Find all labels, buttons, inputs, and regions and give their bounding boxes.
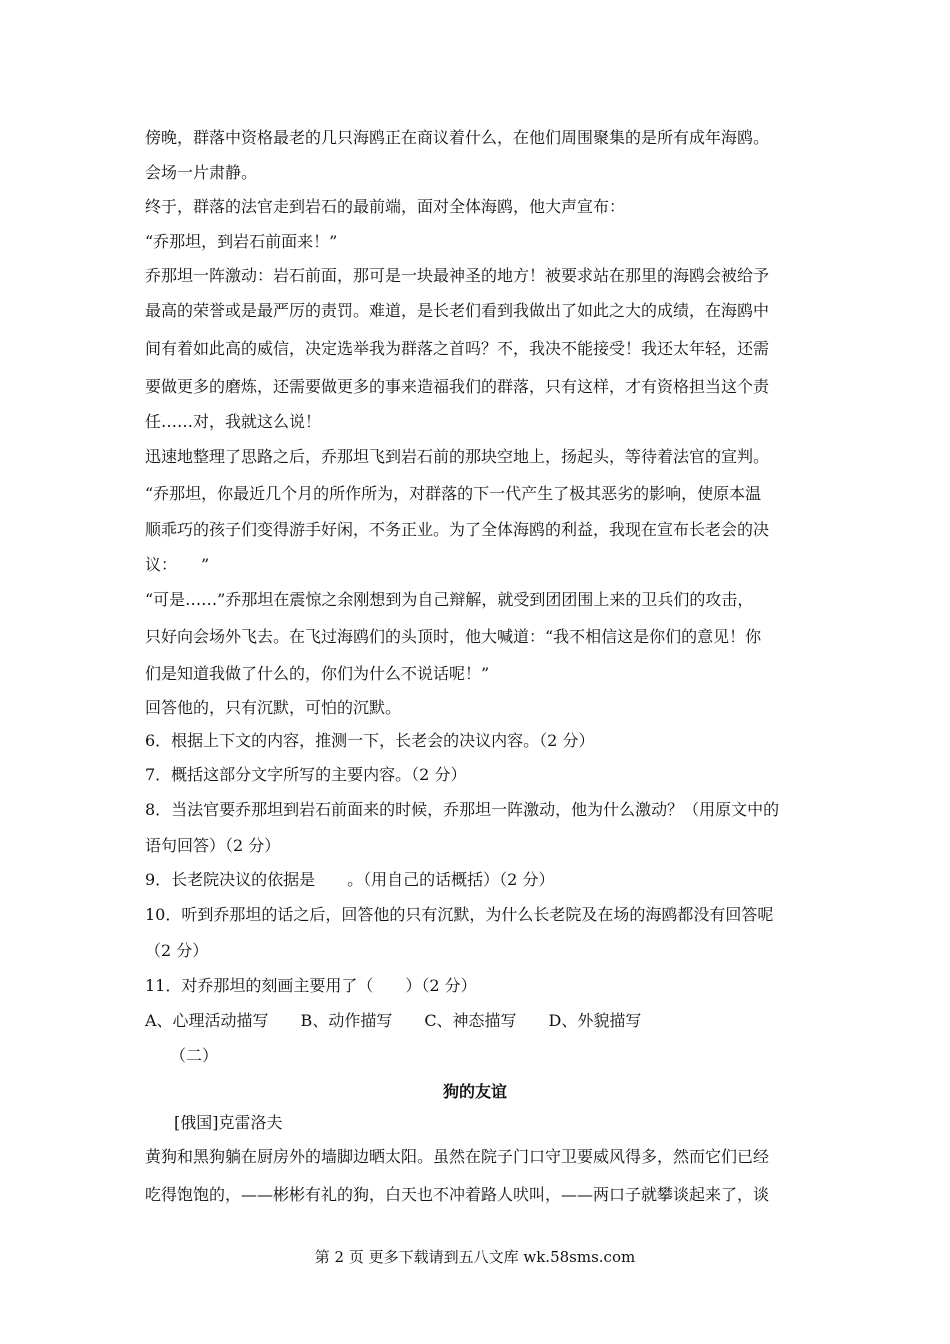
story-author: [俄国]克雷洛夫 [174,1113,283,1132]
story-title: 狗的友谊 [442,1082,507,1101]
passage1-line: 会场一片肃静。 [145,163,258,182]
passage1-line: 只好向会场外飞去。在飞过海鸥们的头顶时，他大喊道：“我不相信这是你们的意见！你 [145,627,762,646]
question-line: 8．当法官要乔那坦到岩石前面来的时候，乔那坦一阵激动，他为什么激动？（用原文中的 [145,800,780,819]
question-line: 11．对乔那坦的刻画主要用了（ ）（2 分） [145,976,477,995]
passage2-line: 黄狗和黑狗躺在厨房外的墙脚边晒太阳。虽然在院子门口守卫要威风得多，然而它们已经 [145,1147,770,1166]
passage1-line: 顺乖巧的孩子们变得游手好闲，不务正业。为了全体海鸥的利益，我现在宣布长老会的决 [145,520,770,539]
passage1-line: 们是知道我做了什么的，你们为什么不说话呢！” [145,664,490,683]
passage1-line: 迅速地整理了思路之后，乔那坦飞到岩石前的那块空地上，扬起头，等待着法官的宣判。 [145,447,770,466]
section-label: （二） [170,1046,219,1065]
passage1-line: “可是……”乔那坦在震惊之余刚想到为自己辩解，就受到团团围上来的卫兵们的攻击， [145,590,754,609]
passage2-line: 吃得饱饱的，——彬彬有礼的狗，白天也不冲着路人吠叫，——两口子就攀谈起来了，谈 [145,1185,770,1204]
question-line: 10．听到乔那坦的话之后，回答他的只有沉默，为什么长老院及在场的海鸥都没有回答呢 [145,905,774,924]
passage1-line: 要做更多的磨炼，还需要做更多的事来造福我们的群落，只有这样，才有资格担当这个责 [145,377,770,396]
page-footer: 第 2 页 更多下载请到五八文库 wk.58sms.com [314,1248,636,1266]
question-line: （2 分） [145,941,209,960]
passage1-line: 乔那坦一阵激动：岩石前面，那可是一块最神圣的地方！被要求站在那里的海鸥会被给予 [145,266,770,285]
question-line: 9．长老院决议的依据是 。（用自己的话概括）（2 分） [145,870,555,889]
answer-options: A、心理活动描写 B、动作描写 C、神态描写 D、外貌描写 [145,1011,642,1030]
question-line: 7．概括这部分文字所写的主要内容。（2 分） [145,765,467,784]
passage1-line: 任……对，我就这么说！ [145,412,322,431]
passage1-line: 终于，群落的法官走到岩石的最前端，面对全体海鸥，他大声宣布： [145,197,626,216]
passage1-line: 傍晚，群落中资格最老的几只海鸥正在商议着什么，在他们周围聚集的是所有成年海鸥。 [145,128,770,147]
passage1-line: “乔那坦，到岩石前面来！” [145,232,338,251]
passage1-line: “乔那坦，你最近几个月的所作所为，对群落的下一代产生了极其恶劣的影响，使原本温 [145,484,762,503]
passage1-line: 回答他的，只有沉默，可怕的沉默。 [145,698,402,717]
passage1-line: 最高的荣誉或是最严厉的责罚。难道，是长老们看到我做出了如此之大的成绩，在海鸥中 [145,301,770,320]
question-line: 语句回答）（2 分） [145,836,281,855]
question-line: 6．根据上下文的内容，推测一下，长老会的决议内容。（2 分） [145,731,595,750]
passage1-line: 间有着如此高的威信，决定选举我为群落之首吗？不，我决不能接受！我还太年轻，还需 [145,339,770,358]
passage1-line: 议： ” [145,555,210,574]
